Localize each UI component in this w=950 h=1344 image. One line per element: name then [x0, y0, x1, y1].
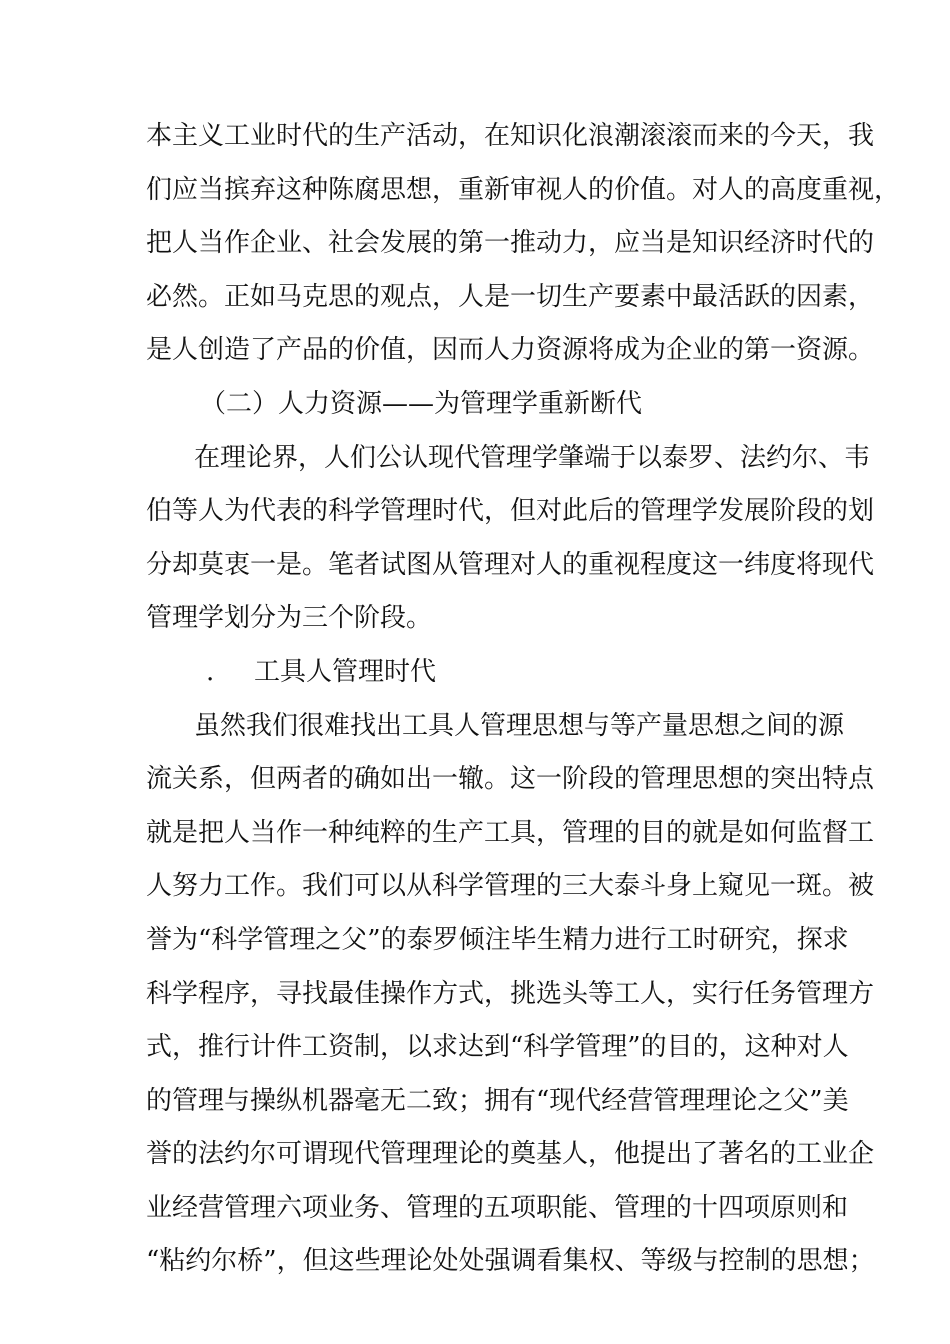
- text-line: 在理论界，人们公认现代管理学肇端于以泰罗、法约尔、韦: [194, 442, 871, 473]
- text-line: 的管理与操纵机器毫无二致；拥有“现代经营管理理论之父”美: [146, 1085, 849, 1116]
- text-line: 流关系，但两者的确如出一辙。这一阶段的管理思想的突出特点: [146, 764, 875, 795]
- text-line: 誉为“科学管理之父”的泰罗倾注毕生精力进行工时研究，探求: [146, 924, 849, 955]
- list-heading: [146, 646, 808, 700]
- list-heading-text: 工具人管理时代: [254, 656, 437, 687]
- text-line: 必然。正如马克思的观点，人是一切生产要素中最活跃的因素，: [146, 281, 875, 312]
- paragraph-1: [146, 110, 901, 378]
- text-line: 人努力工作。我们可以从科学管理的三大泰斗身上窥见一斑。被: [146, 871, 875, 902]
- text-line: 伯等人为代表的科学管理时代，但对此后的管理学发展阶段的划: [146, 496, 875, 527]
- text-line: 就是把人当作一种纯粹的生产工具，管理的目的就是如何监督工: [146, 817, 875, 848]
- text-line: 管理学划分为三个阶段。: [146, 603, 433, 634]
- text-line: 科学程序，寻找最佳操作方式，挑选头等工人，实行任务管理方: [146, 978, 875, 1009]
- text-line: 虽然我们很难找出工具人管理思想与等产量思想之间的源: [194, 710, 845, 741]
- text-line: “粘约尔桥”，但这些理论处处强调看集权、等级与控制的思想；: [146, 1246, 875, 1277]
- text-line: 业经营管理六项业务、管理的五项职能、管理的十四项原则和: [146, 1192, 849, 1223]
- text-line: 本主义工业时代的生产活动，在知识化浪潮滚滚而来的今天，我: [146, 121, 875, 151]
- text-line: 是人创造了产品的价值，因而人力资源将成为企业的第一资源。: [146, 335, 875, 366]
- list-marker: .: [206, 656, 215, 687]
- paragraph-2: [146, 432, 875, 646]
- text-line: 分却莫衷一是。笔者试图从管理对人的重视程度这一纬度将现代: [146, 549, 875, 580]
- text-line: 式，推行计件工资制，以求达到“科学管理”的目的，这种对人: [146, 1032, 849, 1063]
- text-line: 们应当摈弃这种陈腐思想，重新审视人的价值。对人的高度重视，: [146, 174, 901, 205]
- text-line: 誉的法约尔可谓现代管理理论的奠基人，他提出了著名的工业企: [146, 1139, 875, 1170]
- section-heading: （二）人力资源——为管理学重新断代: [200, 388, 643, 419]
- document-body: [146, 110, 901, 1289]
- paragraph-3: [146, 700, 875, 1290]
- text-line: 把人当作企业、社会发展的第一推动力，应当是知识经济时代的: [146, 228, 875, 259]
